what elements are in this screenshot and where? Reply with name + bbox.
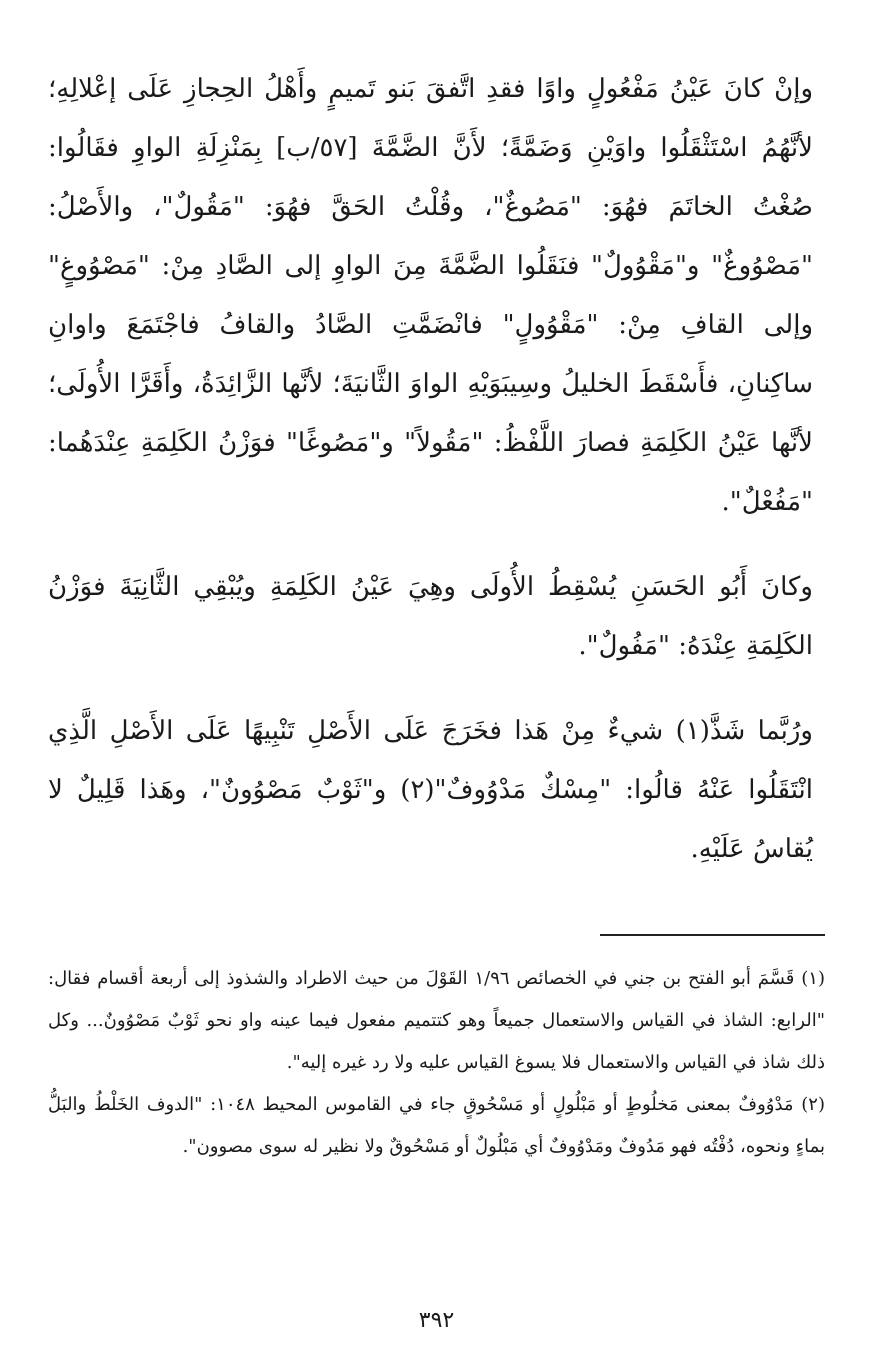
footnote-separator bbox=[600, 934, 825, 936]
main-text bbox=[48, 60, 813, 879]
footnote-2: (٢) مَدْوُوفٌ بمعنى مَخلُوطٍ أو مَبْلُولٍ أو مَسْحُوقٍ جاء في القاموس المحيط ١٠٤٨: "الدوف الخَلْطُ والبَلُّ بماءٍ ونحوه، دُفْتُه فهو مَدُوفٌ ومَدْوُوفٌ أي مَبْلُولٌ أو مَسْحُوقٌ ولا نظير له سوى مصوون". bbox=[48, 1094, 825, 1157]
footnotes bbox=[48, 958, 825, 1168]
footnote-1: (١) قَسَّمَ أبو الفتح بن جني في الخصائص ١/٩٦ القَوْلَ من حيث الاطراد والشذوذ إلى أربعة أقسام فقال: "الرابع: الشاذ في القياس والاستعمال جميعاً وهو كتتميم مفعول فيما عينه واو نحو ثَوْبٌ مَصْوُونٌ... وكل ذلك شاذ في القياس والاستعمال فلا يسوغ القياس عليه ولا رد غيره إليه". bbox=[48, 968, 825, 1073]
paragraph-1: وإنْ كانَ عَيْنُ مَفْعُولٍ واوًا فقدِ اتَّفقَ بَنو تَميمٍ وأَهْلُ الحِجازِ عَلَى إعْلالِهِ؛ لأنَّهُمُ اسْتَثْقَلُوا واوَيْنِ وَضَمَّةً؛ لأَنَّ الضَّمَّةَ [٥٧/ب] بِمَنْزِلَةِ الواوِ فقَالُوا: صُغْتُ الخاتَمَ فهُوَ: "مَصُوغٌ"، وقُلْتُ الحَقَّ فهُوَ: "مَقُولٌ"، والأَصْلُ: "مَصْوُوغٌ" و"مَقْوُولٌ" فنَقَلُوا الضَّمَّةَ مِنَ الواوِ إلى الصَّادِ مِنْ: "مَصْوُوغٍ" وإلى القافِ مِنْ: "مَقْوُولٍ" فانْضَمَّتِ الصَّادُ والقافُ فاجْتَمَعَ واوانِ ساكِنانِ، فأَسْقَطَ الخليلُ وسِيبَوَيْهِ الواوَ الثَّانيَةَ؛ لأنَّها الزَّائِدَةُ، وأَقَرَّا الأُولَى؛ لأنَّها عَيْنُ الكَلِمَةِ فصارَ اللَّفْظُ: "مَقُولاً" و"مَصُوغًا" فوَزْنُ الكَلِمَةِ عِنْدَهُما: "مَفُعْلٌ". bbox=[48, 74, 813, 517]
paragraph-2: وكانَ أَبُو الحَسَنِ يُسْقِطُ الأُولَى وهِيَ عَيْنُ الكَلِمَةِ ويُبْقِي الثَّانِيَةَ فوَزْنُ الكَلِمَةِ عِنْدَهُ: "مَفُولٌ". bbox=[48, 572, 813, 661]
paragraph-3: ورُبَّما شَذَّ(١) شيءٌ مِنْ هَذا فخَرَجَ عَلَى الأَصْلِ تَنْبِيهًا عَلَى الأَصْلِ الَّذِي انْتَقَلُوا عَنْهُ قالُوا: "مِسْكٌ مَدْوُوفٌ"(٢) و"ثَوْبٌ مَصْوُونٌ"، وهَذا قَلِيلٌ لا يُقاسُ عَلَيْهِ. bbox=[48, 716, 813, 864]
page-number: ٣٩٢ bbox=[418, 1308, 455, 1333]
